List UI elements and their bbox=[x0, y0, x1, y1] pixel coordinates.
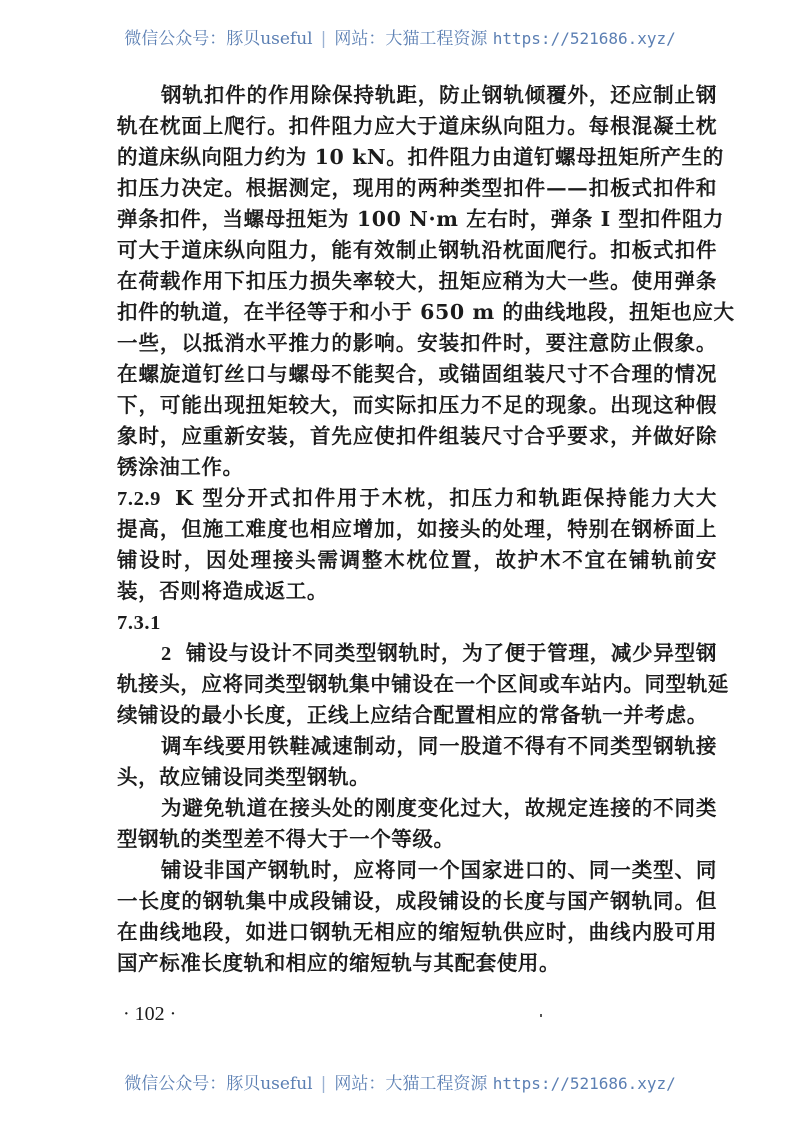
section-text: K 型分开式扣件用于木枕，扣压力和轨距保持能力大大 bbox=[175, 486, 717, 510]
text-line: 提高，但施工难度也相应增加，如接头的处理，特别在钢桥面上 bbox=[117, 517, 717, 541]
text-line: 扣件的轨道，在半径等于和小于 650 m 的曲线地段，扭矩也应大 bbox=[117, 300, 735, 324]
watermark-footer bbox=[0, 1069, 800, 1094]
section-number: 7.2.9 bbox=[117, 488, 161, 510]
paragraph-item-2 bbox=[117, 638, 729, 731]
text-line bbox=[117, 483, 717, 514]
watermark-site-label: 网站：大猫工程资源 bbox=[334, 1074, 488, 1094]
text-line bbox=[117, 638, 717, 669]
text-line: 铺设非国产钢轨时，应将同一个国家进口的、同一类型、同 bbox=[161, 858, 717, 882]
paragraph-fastening-function bbox=[117, 80, 735, 483]
text-line: 的道床纵向阻力约为 10 kN。扣件阻力由道钉螺母扭矩所产生的 bbox=[117, 145, 724, 169]
item-text: 铺设与设计不同类型钢轨时，为了便于管理，减少异型钢 bbox=[185, 641, 717, 665]
text-line: 一长度的钢轨集中成段铺设，成段铺设的长度与国产钢轨同。但 bbox=[117, 889, 717, 913]
scan-speck bbox=[540, 1014, 542, 1017]
watermark-wechat: 微信公众号：豚贝useful bbox=[124, 29, 313, 49]
text-line: 一些，以抵消水平推力的影响。安装扣件时，要注意防止假象。 bbox=[117, 331, 717, 355]
text-line: 在荷载作用下扣压力损失率较大，扭矩应稍为大一些。使用弹条 bbox=[117, 269, 717, 293]
text-line: 国产标准长度轨和相应的缩短轨与其配套使用。 bbox=[117, 951, 561, 975]
watermark-site-label: 网站：大猫工程资源 bbox=[334, 29, 488, 49]
text-line: 在曲线地段，如进口钢轨无相应的缩短轨供应时，曲线内股可用 bbox=[117, 920, 717, 944]
watermark-url[interactable]: https://521686.xyz/ bbox=[492, 1074, 676, 1093]
section-7-3-1 bbox=[117, 607, 717, 638]
watermark-url[interactable]: https://521686.xyz/ bbox=[492, 29, 676, 48]
text-line: 锈涂油工作。 bbox=[117, 455, 244, 479]
watermark-wechat: 微信公众号：豚贝useful bbox=[124, 1074, 313, 1094]
text-line: 象时，应重新安装，首先应使扣件组装尺寸合乎要求，并做好除 bbox=[117, 424, 717, 448]
text-line: 弹条扣件，当螺母扭矩为 100 N·m 左右时，弹条 I 型扣件阻力 bbox=[117, 207, 725, 231]
item-number: 2 bbox=[161, 643, 172, 665]
text-line: 续铺设的最小长度，正线上应结合配置相应的常备轨一并考虑。 bbox=[117, 703, 708, 727]
text-line: 可大于道床纵向阻力，能有效制止钢轨沿枕面爬行。扣板式扣件 bbox=[117, 238, 717, 262]
paragraph-shunting-track bbox=[117, 731, 717, 793]
text-line: 装，否则将造成返工。 bbox=[117, 579, 328, 603]
text-line: 轨接头，应将同类型钢轨集中铺设在一个区间或车站内。同型轨延 bbox=[117, 672, 729, 696]
text-line bbox=[117, 607, 717, 638]
text-line: 轨在枕面上爬行。扣件阻力应大于道床纵向阻力。每根混凝土枕 bbox=[117, 114, 717, 138]
text-line: 在螺旋道钉丝口与螺母不能契合，或锚固组装尺寸不合理的情况 bbox=[117, 362, 717, 386]
section-7-2-9 bbox=[117, 483, 717, 607]
text-line: 扣压力决定。根据测定，现用的两种类型扣件——扣板式扣件和 bbox=[117, 176, 717, 200]
text-line: 型钢轨的类型差不得大于一个等级。 bbox=[117, 827, 455, 851]
watermark-header bbox=[0, 24, 800, 49]
paragraph-stiffness bbox=[117, 793, 717, 855]
watermark-separator: | bbox=[320, 1074, 327, 1094]
text-line: 头，故应铺设同类型钢轨。 bbox=[117, 765, 371, 789]
text-line: 为避免轨道在接头处的刚度变化过大，故规定连接的不同类 bbox=[161, 796, 717, 820]
text-line: 下，可能出现扭矩较大，而实际扣压力不足的现象。出现这种假 bbox=[117, 393, 717, 417]
watermark-separator: | bbox=[320, 29, 327, 49]
document-page-body bbox=[117, 80, 735, 979]
section-number: 7.3.1 bbox=[117, 612, 161, 634]
paragraph-imported-rails bbox=[117, 855, 717, 979]
text-line: 钢轨扣件的作用除保持轨距，防止钢轨倾覆外，还应制止钢 bbox=[161, 83, 717, 107]
text-line: 铺设时，因处理接头需调整木枕位置，故护木不宜在铺轨前安 bbox=[117, 548, 717, 572]
text-line: 调车线要用铁鞋减速制动，同一股道不得有不同类型钢轨接 bbox=[161, 734, 717, 758]
page-number: · 102 · bbox=[123, 1003, 177, 1025]
